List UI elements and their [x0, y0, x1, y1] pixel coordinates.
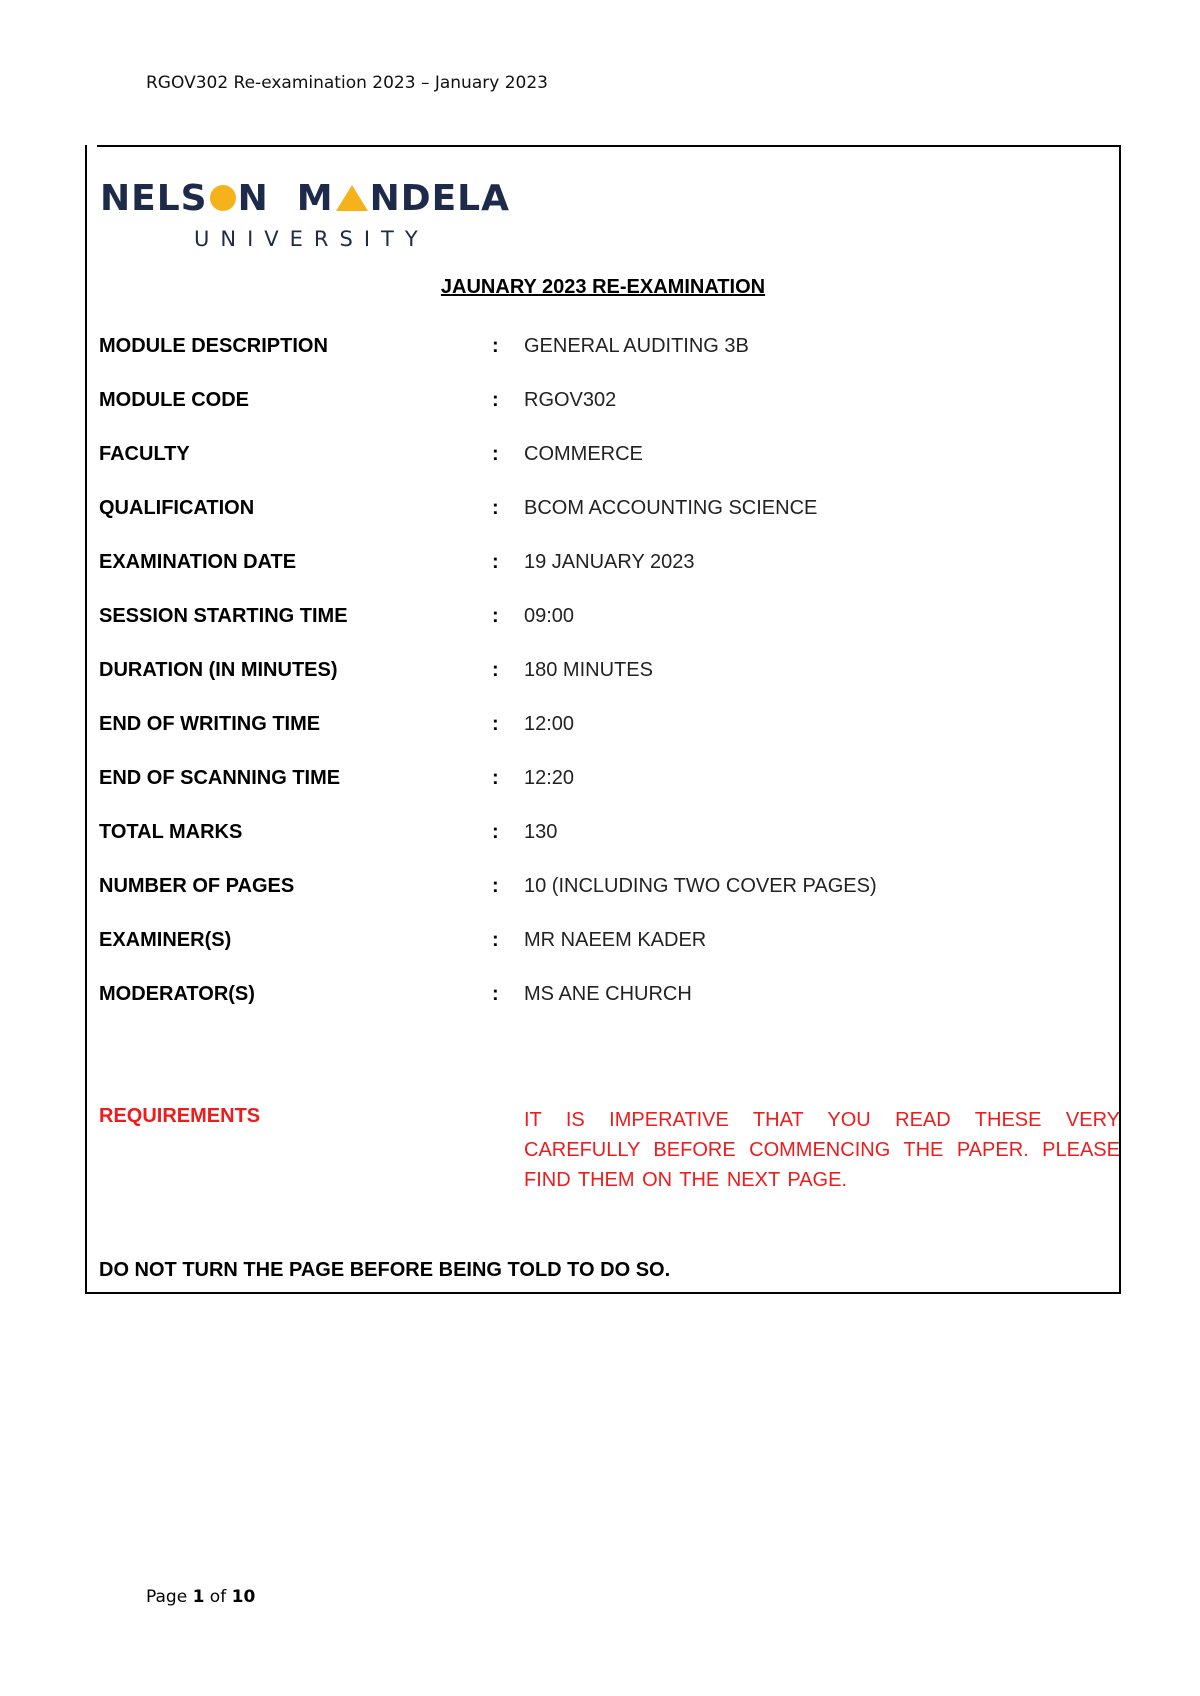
logo-text-ndela: NDELA: [369, 177, 510, 219]
field-row-examiners: [99, 929, 1109, 957]
field-label: FACULTY: [99, 443, 190, 465]
field-label: DURATION (IN MINUTES): [99, 659, 338, 681]
field-row-qualification: [99, 497, 1109, 525]
field-label: MODULE CODE: [99, 389, 249, 411]
logo-text-m: M: [296, 177, 334, 219]
field-value: 130: [524, 821, 558, 843]
field-value: 12:00: [524, 713, 575, 735]
field-row-session-starting-time: [99, 605, 1109, 633]
field-label: MODULE DESCRIPTION: [99, 335, 328, 357]
field-value: MR NAEEM KADER: [524, 929, 707, 951]
border-gap: [87, 144, 97, 148]
field-colon: :: [492, 875, 499, 897]
field-row-end-of-scanning-time: [99, 767, 1109, 795]
field-colon: :: [492, 605, 499, 627]
field-value: MS ANE CHURCH: [524, 983, 692, 1005]
requirements-text: IT IS IMPERATIVE THAT YOU READ THESE VERY CAREFULLY BEFORE COMMENCING THE PAPER. PLEASE FIND THEM ON THE NEXT PAGE.: [524, 1109, 1120, 1191]
field-label: SESSION STARTING TIME: [99, 605, 348, 627]
field-value: 19 JANUARY 2023: [524, 551, 695, 573]
field-row-duration: [99, 659, 1109, 687]
field-colon: :: [492, 443, 499, 465]
field-label: EXAMINATION DATE: [99, 551, 297, 573]
gold-circle-icon: [208, 183, 238, 213]
footer-of: of: [204, 1587, 232, 1607]
field-label: EXAMINER(S): [99, 929, 232, 951]
footer-total-pages: 10: [231, 1587, 256, 1607]
exam-title: JAUNARY 2023 RE-EXAMINATION: [440, 276, 766, 298]
field-value: GENERAL AUDITING 3B: [524, 335, 749, 357]
logo-text-nels: NELS: [100, 177, 208, 219]
field-label: QUALIFICATION: [99, 497, 255, 519]
university-logo: [100, 175, 510, 265]
field-value: 180 MINUTES: [524, 659, 653, 681]
field-label: NUMBER OF PAGES: [99, 875, 295, 897]
field-row-moderators: [99, 983, 1109, 1011]
field-row-end-of-writing-time: [99, 713, 1109, 741]
gold-triangle-icon: [334, 183, 370, 213]
running-header: RGOV302 Re-examination 2023 – January 2023: [146, 73, 548, 93]
page-number-footer: [146, 1587, 255, 1607]
field-value: COMMERCE: [524, 443, 643, 465]
do-not-turn-warning: DO NOT TURN THE PAGE BEFORE BEING TOLD TO DO SO.: [99, 1259, 671, 1281]
field-colon: :: [492, 821, 499, 843]
logo-university: UNIVERSITY: [194, 227, 429, 251]
field-colon: :: [492, 929, 499, 951]
field-colon: :: [492, 551, 499, 573]
field-row-number-of-pages: [99, 875, 1109, 903]
field-colon: :: [492, 983, 499, 1005]
field-value: RGOV302: [524, 389, 617, 411]
field-colon: :: [492, 767, 499, 789]
cover-box: [85, 145, 1121, 1294]
field-label: END OF WRITING TIME: [99, 713, 321, 735]
logo-wordmark: [100, 175, 510, 221]
field-label: TOTAL MARKS: [99, 821, 243, 843]
field-label: END OF SCANNING TIME: [99, 767, 341, 789]
field-value: 12:20: [524, 767, 575, 789]
field-colon: :: [492, 497, 499, 519]
field-row-total-marks: [99, 821, 1109, 849]
field-colon: :: [492, 713, 499, 735]
footer-current-page: 1: [192, 1587, 205, 1607]
field-value: 10 (INCLUDING TWO COVER PAGES): [524, 875, 877, 897]
field-colon: :: [492, 389, 499, 411]
field-row-module-description: [99, 335, 1109, 363]
field-row-faculty: [99, 443, 1109, 471]
logo-text-n: N: [237, 177, 269, 219]
requirements-label: REQUIREMENTS: [99, 1105, 261, 1127]
field-value: 09:00: [524, 605, 575, 627]
field-colon: :: [492, 335, 499, 357]
field-colon: :: [492, 659, 499, 681]
field-label: MODERATOR(S): [99, 983, 255, 1005]
footer-prefix: Page: [146, 1587, 193, 1607]
field-row-examination-date: [99, 551, 1109, 579]
field-row-module-code: [99, 389, 1109, 417]
field-value: BCOM ACCOUNTING SCIENCE: [524, 497, 818, 519]
